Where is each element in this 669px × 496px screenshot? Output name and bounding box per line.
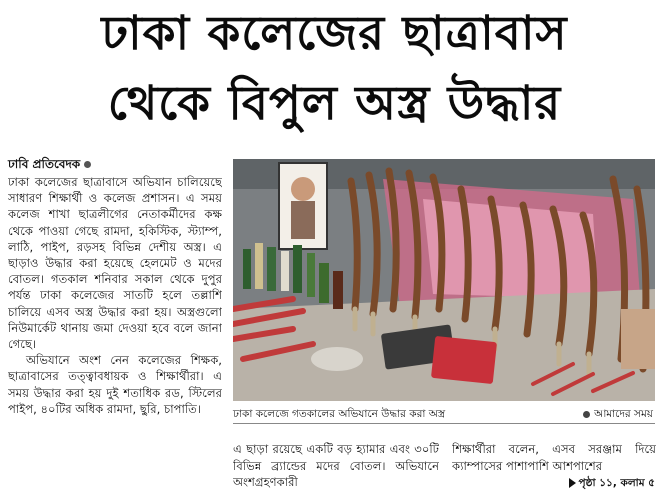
byline [8, 156, 91, 176]
article-column-1 [8, 174, 222, 492]
photo-credit [583, 405, 653, 423]
headline-line-2: থেকে বিপুল অস্ত্র উদ্ধার [107, 76, 562, 131]
article-paragraph-2: অভিযানে অংশ নেন কলেজের শিক্ষক, ছাত্রাবাসের তত্ত্বাবধায়ক ও শিক্ষার্থীরা। এ সময় উদ্ধার করা হয় দুই শতাধিক রড, স্টিলের পাইপ, ৪০টির অধিক রামদা, ছুরি, চাপাতি। [8, 353, 222, 416]
bullet-icon [84, 161, 91, 168]
bullet-icon [583, 411, 590, 418]
news-photo [233, 159, 655, 401]
article-column-2: এ ছাড়া রয়েছে একটি বড় হ্যামার এবং ৩০টি বিভিন্ন ব্র্যান্ডের মদের বোতল। অভিযানে অংশগ্রহণকারী [233, 442, 439, 489]
continued-reference [566, 476, 655, 493]
byline-text: ঢাবি প্রতিবেদক [8, 157, 81, 171]
weapons-photo-illustration [233, 159, 655, 401]
caption-text: ঢাকা কলেজে গতকালের অভিযানে উদ্ধার করা অস্ত্র [233, 408, 446, 420]
headline-line-1: ঢাকা কলেজের ছাত্রাবাস [101, 6, 568, 61]
photo-caption [233, 405, 655, 424]
continued-text: পৃষ্ঠা ১১, কলাম ৫ [578, 477, 655, 489]
arrow-right-icon [569, 478, 576, 488]
photo-credit-text: আমাদের সময় [594, 408, 653, 420]
article-column-3: শিক্ষার্থীরা বলেন, এসব সরঞ্জাম দিয়ে ক্যাম্পাসের পাশাপাশি আশপাশের [452, 442, 656, 473]
article-paragraph-1: ঢাকা কলেজের ছাত্রাবাসে অভিযান চালিয়েছে সাধারণ শিক্ষার্থী ও কলেজ প্রশাসন। এ সময় কলেজ শাখা ছাত্রলীগের নেতাকর্মীদের কক্ষ থেকে পাওয়া গেছে রামদা, হকিস্টিক, স্ট্যাম্প, লাঠি, পাইপ, রড়সহ বিভিন্ন দেশীয় অস্ত্র। এ ছাড়াও উদ্ধার করা হয়েছে হেলমেট ও মদের বোতল। গতকাল শনিবার সকাল থেকে দুপুর পর্যন্ত ঢাকা কলেজের সাতটি হলে তল্লাশি চালিয়ে এসব অস্ত্র উদ্ধার করা হয়। অস্ত্রগুলো নিউমার্কেট থানায় জমা দেওয়া হবে বলে জানা গেছে। [8, 175, 222, 352]
